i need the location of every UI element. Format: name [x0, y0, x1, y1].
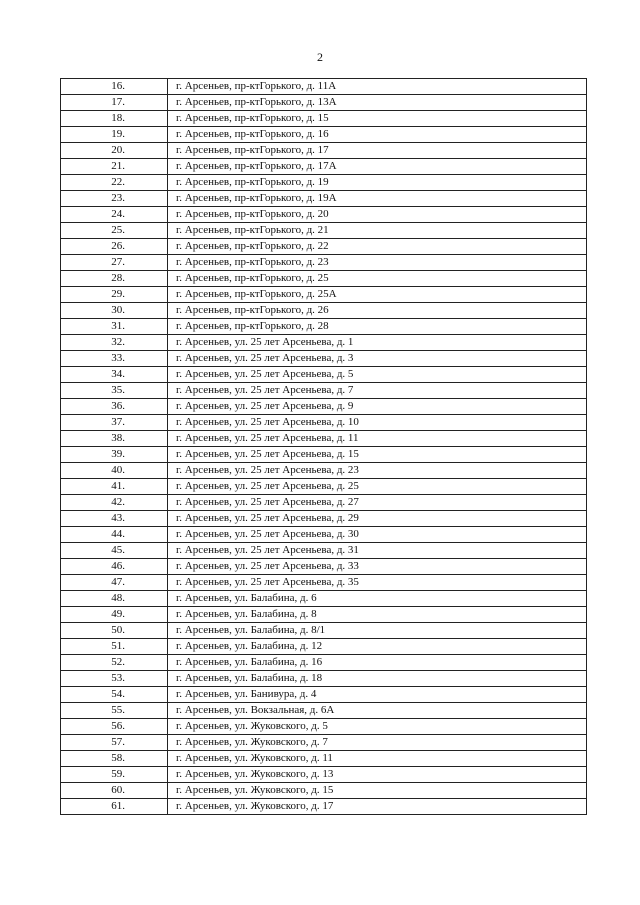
table-row	[61, 607, 587, 623]
row-address: г. Арсеньев, пр-ктГорького, д. 21	[168, 223, 587, 239]
row-address: г. Арсеньев, пр-ктГорького, д. 26	[168, 303, 587, 319]
row-number: 16.	[61, 79, 168, 95]
table-row	[61, 575, 587, 591]
row-number: 39.	[61, 447, 168, 463]
row-address: г. Арсеньев, ул. Балабина, д. 16	[168, 655, 587, 671]
row-address: г. Арсеньев, ул. Банивура, д. 4	[168, 687, 587, 703]
row-number: 52.	[61, 655, 168, 671]
table-row	[61, 559, 587, 575]
row-number: 44.	[61, 527, 168, 543]
row-address: г. Арсеньев, пр-ктГорького, д. 23	[168, 255, 587, 271]
table-row	[61, 671, 587, 687]
row-number: 35.	[61, 383, 168, 399]
row-address: г. Арсеньев, пр-ктГорького, д. 25	[168, 271, 587, 287]
table-row	[61, 271, 587, 287]
row-number: 30.	[61, 303, 168, 319]
row-address: г. Арсеньев, ул. Вокзальная, д. 6А	[168, 703, 587, 719]
table-row	[61, 303, 587, 319]
row-address: г. Арсеньев, ул. Балабина, д. 8	[168, 607, 587, 623]
table-row	[61, 639, 587, 655]
row-number: 48.	[61, 591, 168, 607]
row-number: 57.	[61, 735, 168, 751]
row-number: 45.	[61, 543, 168, 559]
row-number: 24.	[61, 207, 168, 223]
row-number: 27.	[61, 255, 168, 271]
table-row	[61, 479, 587, 495]
row-number: 61.	[61, 799, 168, 815]
row-number: 49.	[61, 607, 168, 623]
row-number: 54.	[61, 687, 168, 703]
table-row	[61, 79, 587, 95]
row-address: г. Арсеньев, пр-ктГорького, д. 28	[168, 319, 587, 335]
row-address: г. Арсеньев, ул. Жуковского, д. 5	[168, 719, 587, 735]
row-number: 58.	[61, 751, 168, 767]
row-address: г. Арсеньев, пр-ктГорького, д. 16	[168, 127, 587, 143]
address-table-body	[61, 79, 587, 815]
row-number: 31.	[61, 319, 168, 335]
row-address: г. Арсеньев, ул. 25 лет Арсеньева, д. 1	[168, 335, 587, 351]
row-address: г. Арсеньев, ул. 25 лет Арсеньева, д. 23	[168, 463, 587, 479]
table-row	[61, 207, 587, 223]
table-row	[61, 383, 587, 399]
row-number: 50.	[61, 623, 168, 639]
row-number: 40.	[61, 463, 168, 479]
table-row	[61, 591, 587, 607]
table-row	[61, 767, 587, 783]
row-address: г. Арсеньев, ул. 25 лет Арсеньева, д. 27	[168, 495, 587, 511]
row-address: г. Арсеньев, пр-ктГорького, д. 19А	[168, 191, 587, 207]
address-table	[60, 78, 587, 815]
table-row	[61, 191, 587, 207]
table-row	[61, 703, 587, 719]
row-number: 23.	[61, 191, 168, 207]
row-address: г. Арсеньев, ул. Жуковского, д. 15	[168, 783, 587, 799]
row-address: г. Арсеньев, ул. 25 лет Арсеньева, д. 15	[168, 447, 587, 463]
row-address: г. Арсеньев, ул. 25 лет Арсеньева, д. 35	[168, 575, 587, 591]
table-row	[61, 239, 587, 255]
row-address: г. Арсеньев, ул. 25 лет Арсеньева, д. 11	[168, 431, 587, 447]
row-number: 34.	[61, 367, 168, 383]
row-number: 55.	[61, 703, 168, 719]
table-row	[61, 223, 587, 239]
row-number: 28.	[61, 271, 168, 287]
row-address: г. Арсеньев, ул. Балабина, д. 6	[168, 591, 587, 607]
row-number: 59.	[61, 767, 168, 783]
row-number: 29.	[61, 287, 168, 303]
table-row	[61, 495, 587, 511]
row-number: 56.	[61, 719, 168, 735]
row-number: 53.	[61, 671, 168, 687]
row-number: 20.	[61, 143, 168, 159]
table-row	[61, 127, 587, 143]
row-address: г. Арсеньев, пр-ктГорького, д. 20	[168, 207, 587, 223]
row-address: г. Арсеньев, ул. 25 лет Арсеньева, д. 3	[168, 351, 587, 367]
row-address: г. Арсеньев, пр-ктГорького, д. 22	[168, 239, 587, 255]
row-address: г. Арсеньев, ул. 25 лет Арсеньева, д. 25	[168, 479, 587, 495]
table-row	[61, 735, 587, 751]
page-number: 2	[317, 50, 323, 64]
row-address: г. Арсеньев, ул. 25 лет Арсеньева, д. 10	[168, 415, 587, 431]
table-row	[61, 687, 587, 703]
row-number: 60.	[61, 783, 168, 799]
row-address: г. Арсеньев, ул. Жуковского, д. 13	[168, 767, 587, 783]
table-row	[61, 111, 587, 127]
table-row	[61, 623, 587, 639]
row-address: г. Арсеньев, ул. Балабина, д. 12	[168, 639, 587, 655]
table-row	[61, 319, 587, 335]
table-row	[61, 287, 587, 303]
table-row	[61, 95, 587, 111]
row-number: 47.	[61, 575, 168, 591]
table-row	[61, 751, 587, 767]
row-number: 33.	[61, 351, 168, 367]
table-row	[61, 799, 587, 815]
row-address: г. Арсеньев, ул. 25 лет Арсеньева, д. 7	[168, 383, 587, 399]
row-address: г. Арсеньев, ул. 25 лет Арсеньева, д. 9	[168, 399, 587, 415]
row-address: г. Арсеньев, ул. 25 лет Арсеньева, д. 29	[168, 511, 587, 527]
row-address: г. Арсеньев, пр-ктГорького, д. 13А	[168, 95, 587, 111]
row-address: г. Арсеньев, ул. Балабина, д. 18	[168, 671, 587, 687]
row-number: 42.	[61, 495, 168, 511]
table-row	[61, 431, 587, 447]
table-row	[61, 511, 587, 527]
row-number: 19.	[61, 127, 168, 143]
row-address: г. Арсеньев, ул. 25 лет Арсеньева, д. 30	[168, 527, 587, 543]
row-number: 25.	[61, 223, 168, 239]
row-number: 38.	[61, 431, 168, 447]
row-number: 22.	[61, 175, 168, 191]
row-address: г. Арсеньев, пр-ктГорького, д. 25А	[168, 287, 587, 303]
row-number: 46.	[61, 559, 168, 575]
table-row	[61, 415, 587, 431]
row-address: г. Арсеньев, ул. 25 лет Арсеньева, д. 31	[168, 543, 587, 559]
table-row	[61, 543, 587, 559]
row-number: 41.	[61, 479, 168, 495]
row-address: г. Арсеньев, ул. 25 лет Арсеньева, д. 5	[168, 367, 587, 383]
row-address: г. Арсеньев, пр-ктГорького, д. 17	[168, 143, 587, 159]
table-row	[61, 447, 587, 463]
table-row	[61, 159, 587, 175]
row-number: 17.	[61, 95, 168, 111]
table-row	[61, 783, 587, 799]
row-number: 32.	[61, 335, 168, 351]
table-row	[61, 719, 587, 735]
row-address: г. Арсеньев, пр-ктГорького, д. 15	[168, 111, 587, 127]
table-row	[61, 143, 587, 159]
table-row	[61, 351, 587, 367]
row-number: 18.	[61, 111, 168, 127]
table-row	[61, 335, 587, 351]
table-row	[61, 463, 587, 479]
row-number: 36.	[61, 399, 168, 415]
table-row	[61, 655, 587, 671]
row-address: г. Арсеньев, ул. Жуковского, д. 7	[168, 735, 587, 751]
table-row	[61, 255, 587, 271]
table-row	[61, 175, 587, 191]
row-number: 43.	[61, 511, 168, 527]
row-address: г. Арсеньев, ул. Жуковского, д. 11	[168, 751, 587, 767]
table-row	[61, 527, 587, 543]
row-address: г. Арсеньев, ул. Балабина, д. 8/1	[168, 623, 587, 639]
row-number: 51.	[61, 639, 168, 655]
row-address: г. Арсеньев, пр-ктГорького, д. 19	[168, 175, 587, 191]
table-row	[61, 367, 587, 383]
row-number: 26.	[61, 239, 168, 255]
row-number: 21.	[61, 159, 168, 175]
row-address: г. Арсеньев, пр-ктГорького, д. 11А	[168, 79, 587, 95]
row-number: 37.	[61, 415, 168, 431]
table-row	[61, 399, 587, 415]
row-address: г. Арсеньев, пр-ктГорького, д. 17А	[168, 159, 587, 175]
row-address: г. Арсеньев, ул. Жуковского, д. 17	[168, 799, 587, 815]
row-address: г. Арсеньев, ул. 25 лет Арсеньева, д. 33	[168, 559, 587, 575]
